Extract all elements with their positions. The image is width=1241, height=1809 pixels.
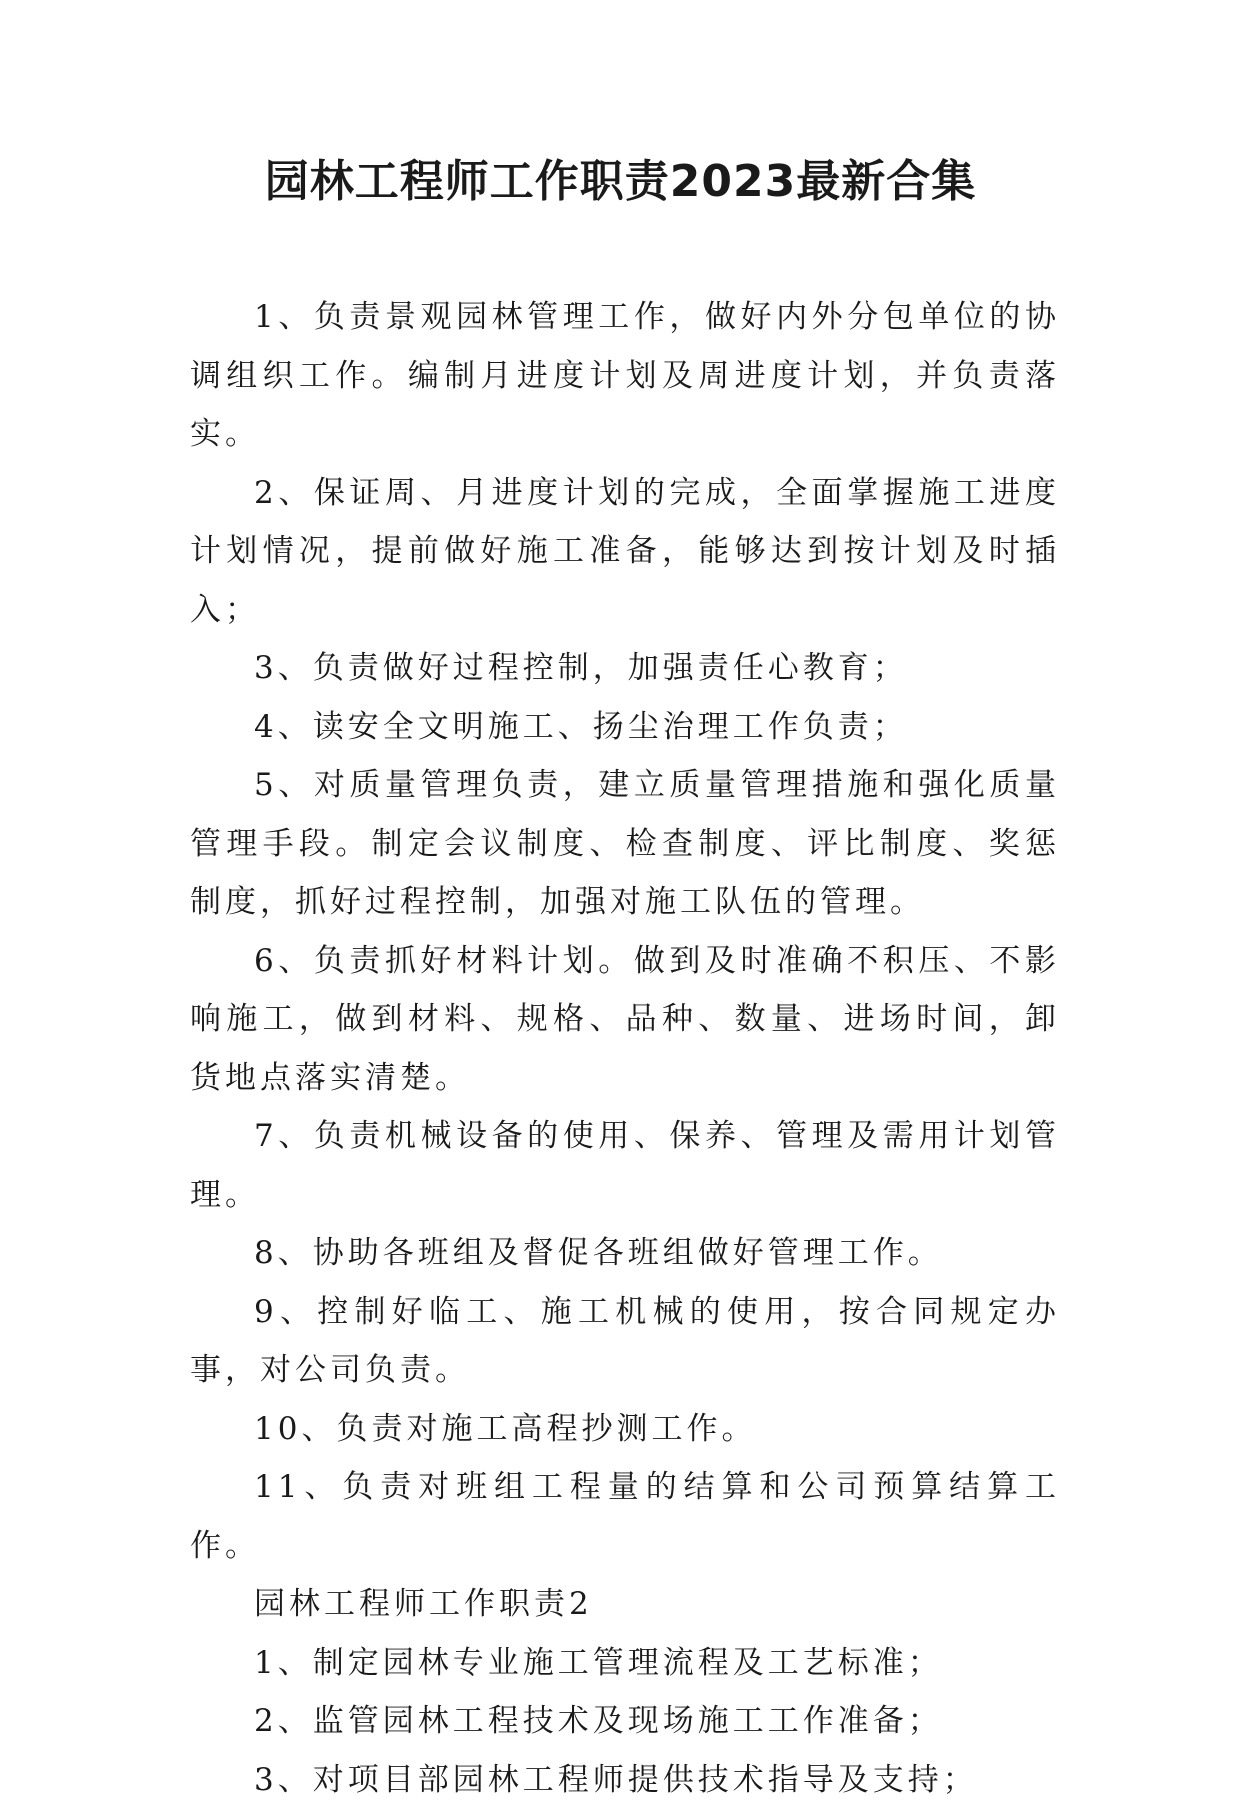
paragraph-6: 6、负责抓好材料计划。做到及时准确不积压、不影响施工，做到材料、规格、品种、数量、进场时间，卸货地点落实清楚。: [190, 932, 1060, 1108]
document-body: [190, 288, 1060, 1809]
paragraph-4: 4、读安全文明施工、扬尘治理工作负责；: [190, 698, 1060, 757]
paragraph-14: 2、监管园林工程技术及现场施工工作准备；: [190, 1692, 1060, 1751]
paragraph-10: 10、负责对施工高程抄测工作。: [190, 1400, 1060, 1459]
paragraph-2: 2、保证周、月进度计划的完成，全面掌握施工进度计划情况，提前做好施工准备，能够达到按计划及时插入；: [190, 464, 1060, 640]
paragraph-11: 11、负责对班组工程量的结算和公司预算结算工作。: [190, 1458, 1060, 1575]
paragraph-13: 1、制定园林专业施工管理流程及工艺标准；: [190, 1634, 1060, 1693]
document-title: 园林工程师工作职责2023最新合集: [0, 150, 1241, 214]
paragraph-15: 3、对项目部园林工程师提供技术指导及支持；: [190, 1751, 1060, 1809]
paragraph-9: 9、控制好临工、施工机械的使用，按合同规定办事，对公司负责。: [190, 1283, 1060, 1400]
section-heading: 园林工程师工作职责2: [190, 1575, 1060, 1634]
paragraph-1: 1、负责景观园林管理工作，做好内外分包单位的协调组织工作。编制月进度计划及周进度计划，并负责落实。: [190, 288, 1060, 464]
paragraph-5: 5、对质量管理负责，建立质量管理措施和强化质量管理手段。制定会议制度、检查制度、评比制度、奖惩制度，抓好过程控制，加强对施工队伍的管理。: [190, 756, 1060, 932]
paragraph-8: 8、协助各班组及督促各班组做好管理工作。: [190, 1224, 1060, 1283]
paragraph-3: 3、负责做好过程控制，加强责任心教育；: [190, 639, 1060, 698]
paragraph-7: 7、负责机械设备的使用、保养、管理及需用计划管理。: [190, 1107, 1060, 1224]
